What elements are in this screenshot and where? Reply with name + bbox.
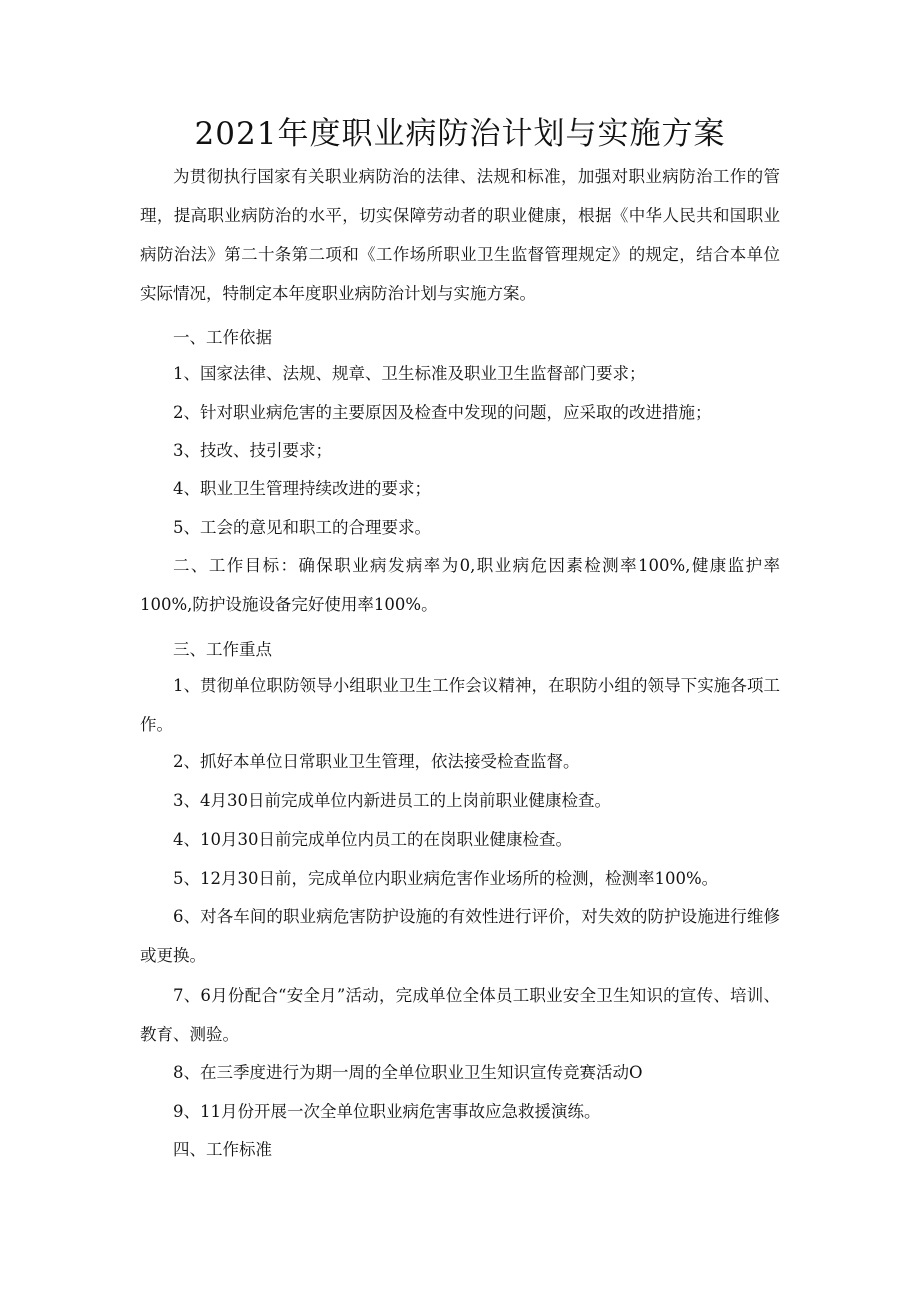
section3-item-2: 2、抓好本单位日常职业卫生管理，依法接受检查监督。 xyxy=(173,752,580,771)
section1-item-3: 3、技改、技引要求； xyxy=(173,441,332,460)
section3-item-4: 4、10月30日前完成单位内员工的在岗职业健康检查。 xyxy=(173,830,572,849)
section3-item-6: 6、对各车间的职业病危害防护设施的有效性进行评价，对失效的防护设施进行维修或更换。 xyxy=(140,907,780,965)
section4-heading: 四、工作标准 xyxy=(173,1140,272,1159)
section1-item-1: 1、国家法律、法规、规章、卫生标准及职业卫生监督部门要求； xyxy=(173,364,646,383)
section1-item-5: 5、工会的意见和职工的合理要求。 xyxy=(173,518,431,537)
section1-item-2: 2、针对职业病危害的主要原因及检查中发现的问题，应采取的改进措施； xyxy=(173,403,712,422)
intro-paragraph: 为贯彻执行国家有关职业病防治的法律、法规和标准，加强对职业病防治工作的管理，提高职业病防治的水平，切实保障劳动者的职业健康，根据《中华人民共和国职业病防治法》第二十条第二项和《工作场所职业卫生监督管理规定》的规定，结合本单位实际情况，特制定本年度职业病防治计划与实施方案。 xyxy=(140,167,780,303)
section2-goal-paragraph: 二、工作目标：确保职业病发病率为0,职业病危因素检测率100%,健康监护率100%,防护设施设备完好使用率100%。 xyxy=(140,556,780,614)
section3-item-9: 9、11月份开展一次全单位职业病危害事故应急救援演练。 xyxy=(173,1102,601,1121)
document-title: 2021年度职业病防治计划与实施方案 xyxy=(194,116,726,152)
section3-item-5: 5、12月30日前，完成单位内职业病危害作业场所的检测，检测率100%。 xyxy=(173,869,719,888)
section1-heading: 一、工作依据 xyxy=(173,328,272,347)
section1-item-4: 4、职业卫生管理持续改进的要求； xyxy=(173,479,431,498)
section3-item-7: 7、6月份配合“安全月”活动，完成单位全体员工职业安全卫生知识的宣传、培训、教育、测验。 xyxy=(140,986,780,1044)
section3-item-3: 3、4月30日前完成单位内新进员工的上岗前职业健康检查。 xyxy=(173,791,611,810)
section3-item-1: 1、贯彻单位职防领导小组职业卫生工作会议精神，在职防小组的领导下实施各项工作。 xyxy=(140,676,780,734)
section3-item-8: 8、在三季度进行为期一周的全单位职业卫生知识宣传竞赛活动O xyxy=(173,1063,643,1082)
section3-heading: 三、工作重点 xyxy=(173,640,272,659)
